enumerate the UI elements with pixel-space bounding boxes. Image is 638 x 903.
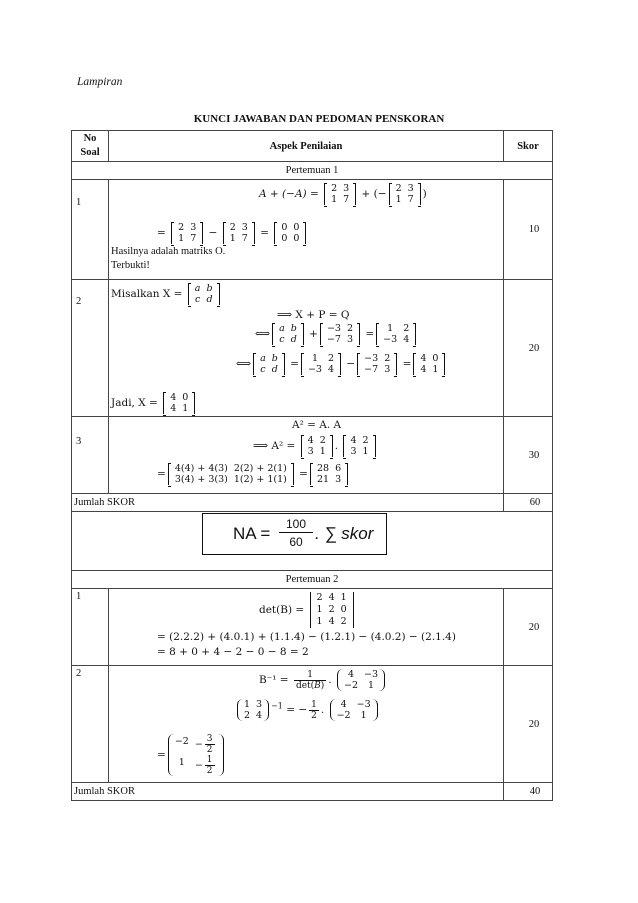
table-header-row <box>72 131 553 162</box>
answer-key-table <box>71 130 553 801</box>
q2-eq2: ⟺ a b c d + −3 2 −7 3 = 1 2 −3 4 <box>255 323 418 345</box>
meeting-1-row <box>72 162 553 180</box>
q1-number <box>72 180 109 280</box>
grade-formula-box <box>202 513 387 555</box>
q2-eq1: ⟹ X + P = Q <box>277 309 350 321</box>
header-no: No <box>83 133 97 144</box>
q2-conclusion <box>111 392 197 414</box>
q1-aspek <box>109 180 504 280</box>
matrix: 2 3 1 7 <box>324 183 356 205</box>
q2-intro-text: Misalkan X = <box>111 288 183 300</box>
q3-number <box>72 417 109 494</box>
matrix: 1 3 2 4 <box>237 699 269 721</box>
m2-q1-line1 <box>259 592 356 628</box>
m2-q2-line1-text: B⁻¹ = <box>259 674 289 686</box>
meeting-1-total-label: Jumlah SKOR <box>72 494 504 512</box>
table-row <box>72 180 553 280</box>
meeting-1-total-value: 60 <box>529 497 541 508</box>
matrix: 2 3 1 7 <box>223 222 255 244</box>
m2-q2-line2: 1 3 2 4 $^{-1}$ = − $\frac{1}{2}$ . 4 −3 −2 1 <box>235 699 380 721</box>
matrix: 2 3 1 7 <box>171 222 203 244</box>
q2-number <box>72 280 109 417</box>
matrix: 4 0 4 1 <box>413 353 445 375</box>
q1-minus: − <box>208 227 218 239</box>
m2-q2-score-value: 20 <box>528 718 540 730</box>
header-aspek: Aspek Penilaian <box>109 131 504 162</box>
header-no-soal <box>72 131 109 162</box>
matrix: a b c d <box>272 323 304 345</box>
q2-aspek <box>109 280 504 417</box>
determinant: 2 4 1 1 2 0 1 4 2 <box>310 592 354 628</box>
m2-q1-no-text: 1 <box>76 591 82 602</box>
m2-q2-line3: = −2 − $\frac{3}{2}$ 1 − $\frac{1}{2}$ <box>157 734 226 776</box>
meeting-1-total-row <box>72 494 553 512</box>
q1-line2: = 2 3 1 7 − 2 3 1 7 = 0 0 0 0 <box>157 222 308 244</box>
table-row <box>72 280 553 417</box>
matrix: 4(4) + 4(3) 2(2) + 2(1) 3(4) + 3(3) 1(2) + 1(1) <box>168 463 294 485</box>
q3-aspek <box>109 417 504 494</box>
q2-no-text: 2 <box>76 296 82 307</box>
m2-q1-aspek <box>109 589 504 666</box>
q1-score-value: 10 <box>528 224 540 235</box>
page-title: KUNCI JAWABAN DAN PEDOMAN PENSKORAN <box>193 113 445 125</box>
fraction: $\frac{1}{2}$ <box>311 699 317 721</box>
header-soal: Soal <box>80 147 100 158</box>
matrix: 4 2 3 1 <box>301 435 333 457</box>
table-row <box>72 417 553 494</box>
q1-eq-sign: = <box>157 227 166 239</box>
q3-no-text: 3 <box>76 436 82 447</box>
matrix: −2 − $\frac{3}{2}$ 1 − $\frac{1}{2}$ <box>168 734 224 776</box>
q2-eq3: ⟺ a b c d = 1 2 −3 4 − −3 2 −7 3 = 4 0 4 1 <box>236 353 447 375</box>
meeting-2-total <box>504 783 553 801</box>
q3-line1: A² = A. A <box>292 419 342 431</box>
matrix: 2 3 1 7 <box>389 183 421 205</box>
m2-q1-score <box>504 589 553 666</box>
q1-line1-text: A + (−A) = <box>259 188 319 200</box>
q1-conclusion: Hasilnya adalah matriks O. <box>111 246 226 257</box>
table-row <box>72 666 553 783</box>
meeting-2-total-value: 40 <box>529 786 541 797</box>
m2-q2-number <box>72 666 109 783</box>
formula-denominator: 60 <box>289 535 303 549</box>
meeting-2-total-row <box>72 783 553 801</box>
q3-score-value: 30 <box>528 449 540 461</box>
formula-rhs: . ∑ skor <box>315 524 374 543</box>
q2-score-value: 20 <box>528 342 540 354</box>
m2-q1-line1-text: det(B) = <box>259 604 305 616</box>
q2-intro <box>111 283 222 305</box>
q1-proven: Terbukti! <box>111 260 150 271</box>
m2-q1-line2: = (2.2.2) + (4.0.1) + (1.1.4) − (1.2.1) − (4.0.2) − (2.1.4) <box>157 631 456 643</box>
q1-score <box>504 180 553 280</box>
m2-q1-score-value: 20 <box>528 621 540 633</box>
matrix: 28 6 21 3 <box>310 463 348 485</box>
matrix: 0 0 0 0 <box>274 222 306 244</box>
meeting-1-label: Pertemuan 1 <box>72 162 553 180</box>
fraction: $\frac{1}{\det(B)}$ <box>295 669 325 691</box>
q3-line2-text: ⟹ A² = <box>253 440 296 452</box>
m2-q2-line1: B⁻¹ = $\frac{1}{\det(B)}$ . 4 −3 −2 1 <box>259 669 387 691</box>
matrix: −3 2 −7 3 <box>320 323 360 345</box>
m2-q2-aspek <box>109 666 504 783</box>
formula-numerator: 100 <box>279 517 313 533</box>
matrix: 4 0 4 1 <box>163 392 195 414</box>
q1-no-text: 1 <box>76 197 82 208</box>
matrix: −3 2 −7 3 <box>357 353 397 375</box>
matrix: a b c d <box>253 353 285 375</box>
formula-lhs: NA = <box>233 524 271 543</box>
meeting-1-total <box>504 494 553 512</box>
lampiran-label: Lampiran <box>77 76 123 88</box>
table-row <box>72 589 553 666</box>
q3-score <box>504 417 553 494</box>
matrix: 4 −3 −2 1 <box>337 669 385 691</box>
meeting-2-label: Pertemuan 2 <box>72 571 553 589</box>
q3-line3: = 4(4) + 4(3) 2(2) + 2(1) 3(4) + 3(3) 1(2) + 1(1) = 28 6 21 3 <box>157 463 350 485</box>
q2-score <box>504 280 553 417</box>
matrix: 4 2 3 1 <box>343 435 375 457</box>
m2-q2-no-text: 2 <box>76 668 82 679</box>
meeting-2-total-label: Jumlah SKOR <box>72 783 504 801</box>
matrix: a b c d <box>188 283 220 305</box>
q1-line1: A + (−A) = 2 3 1 7 + (− 2 3 1 7 ) <box>259 183 427 205</box>
m2-q1-line3: = 8 + 0 + 4 − 2 − 0 − 8 = 2 <box>157 646 309 658</box>
meeting-2-row <box>72 571 553 589</box>
m2-q2-score <box>504 666 553 783</box>
matrix: 4 −3 −2 1 <box>330 699 378 721</box>
m2-q1-number <box>72 589 109 666</box>
header-skor: Skor <box>504 131 553 162</box>
q3-line2: ⟹ A² = 4 2 3 1 . 4 2 3 1 <box>253 435 378 457</box>
matrix: 1 2 −3 4 <box>376 323 416 345</box>
q2-conc-text: Jadi, X = <box>111 397 158 409</box>
matrix: 1 2 −3 4 <box>301 353 341 375</box>
